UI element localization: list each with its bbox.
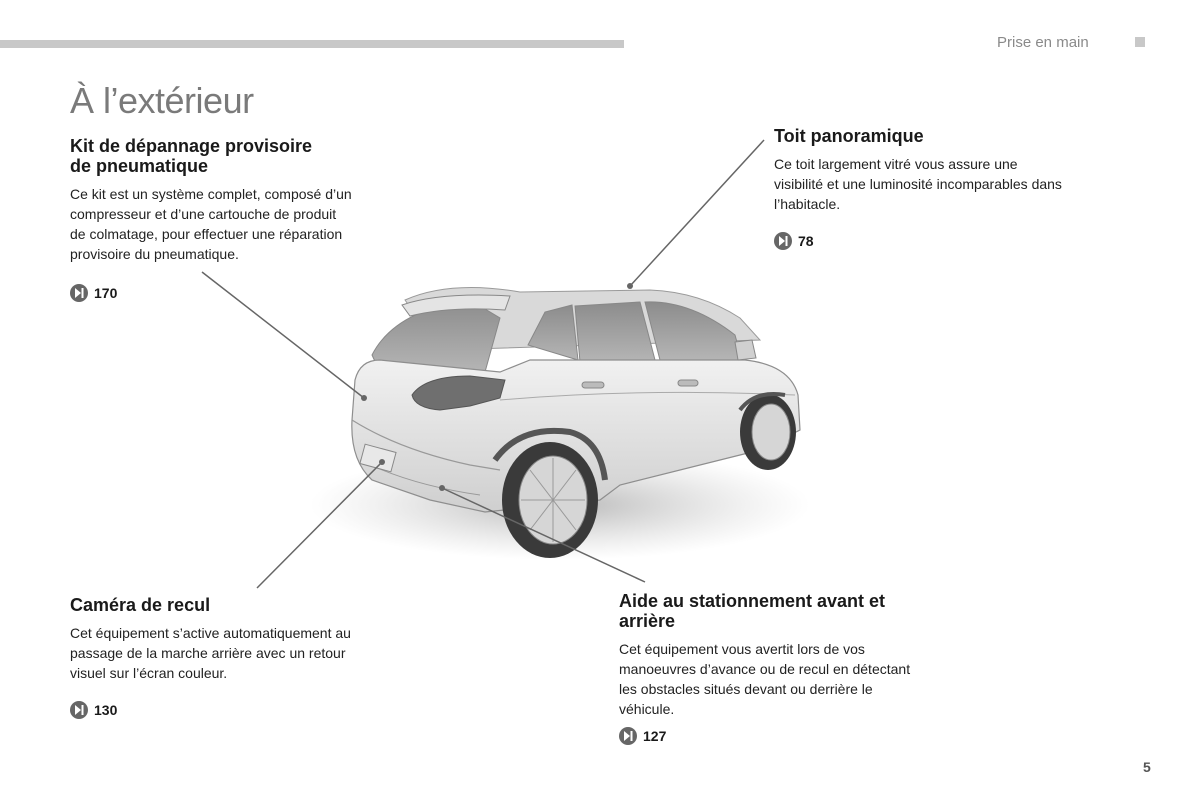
callout-line-toit <box>630 140 764 286</box>
toit-text-line: Ce toit largement vitré vous assure une <box>774 156 1018 172</box>
camera-page-number: 130 <box>94 702 118 718</box>
aide-block <box>619 591 959 745</box>
page-reference-icon <box>70 284 88 302</box>
kit-page-reference[interactable] <box>70 284 400 302</box>
aide-text <box>619 639 959 719</box>
toit-text <box>774 154 1104 214</box>
kit-title-line1: Kit de dépannage provisoire <box>70 136 313 156</box>
aide-title-line1: Aide au stationnement avant et <box>619 591 886 611</box>
page-reference-icon <box>774 232 792 250</box>
camera-text-line: passage de la marche arrière avec un retour <box>70 645 346 661</box>
kit-text-line: Ce kit est un système complet, composé d’un <box>70 186 352 202</box>
aide-text-line: manoeuvres d’avance ou de recul en détectant <box>619 661 911 677</box>
kit-text-line: compresseur et d’une cartouche de produit <box>70 206 337 222</box>
kit-block <box>70 136 400 302</box>
camera-text-line: visuel sur l’écran couleur. <box>70 665 228 681</box>
aide-page-reference[interactable] <box>619 727 959 745</box>
kit-page-number: 170 <box>94 285 118 301</box>
page-reference-icon <box>619 727 637 745</box>
side-mirror <box>735 340 756 360</box>
page-title: À l’extérieur <box>70 80 254 121</box>
page-number: 5 <box>1143 759 1151 775</box>
page-reference-icon <box>70 701 88 719</box>
toit-page-reference[interactable] <box>774 232 1104 250</box>
toit-text-line: visibilité et une luminosité incomparables dans <box>774 176 1062 192</box>
kit-text <box>70 184 400 264</box>
camera-title: Caméra de recul <box>70 595 211 615</box>
toit-page-number: 78 <box>798 233 814 249</box>
aide-page-number: 127 <box>643 728 667 744</box>
section-title: Prise en main <box>997 34 1089 51</box>
aide-text-line: les obstacles situés devant ou derrière le <box>619 681 873 697</box>
toit-text-line: l’habitacle. <box>774 196 841 212</box>
toit-block <box>774 126 1104 250</box>
kit-title <box>70 136 400 176</box>
camera-block <box>70 595 400 719</box>
aide-text-line: véhicule. <box>619 701 675 717</box>
aide-title-line2: arrière <box>619 611 676 631</box>
kit-text-line: de colmatage, pour effectuer une réparation <box>70 226 343 242</box>
camera-text-line: Cet équipement s’active automatiquement au <box>70 625 351 641</box>
camera-text <box>70 623 400 683</box>
camera-page-reference[interactable] <box>70 701 400 719</box>
aide-text-line: Cet équipement vous avertit lors de vos <box>619 641 865 657</box>
kit-text-line: provisoire du pneumatique. <box>70 246 239 262</box>
toit-title: Toit panoramique <box>774 126 924 146</box>
aide-title <box>619 591 959 631</box>
kit-title-line2: de pneumatique <box>70 156 209 176</box>
